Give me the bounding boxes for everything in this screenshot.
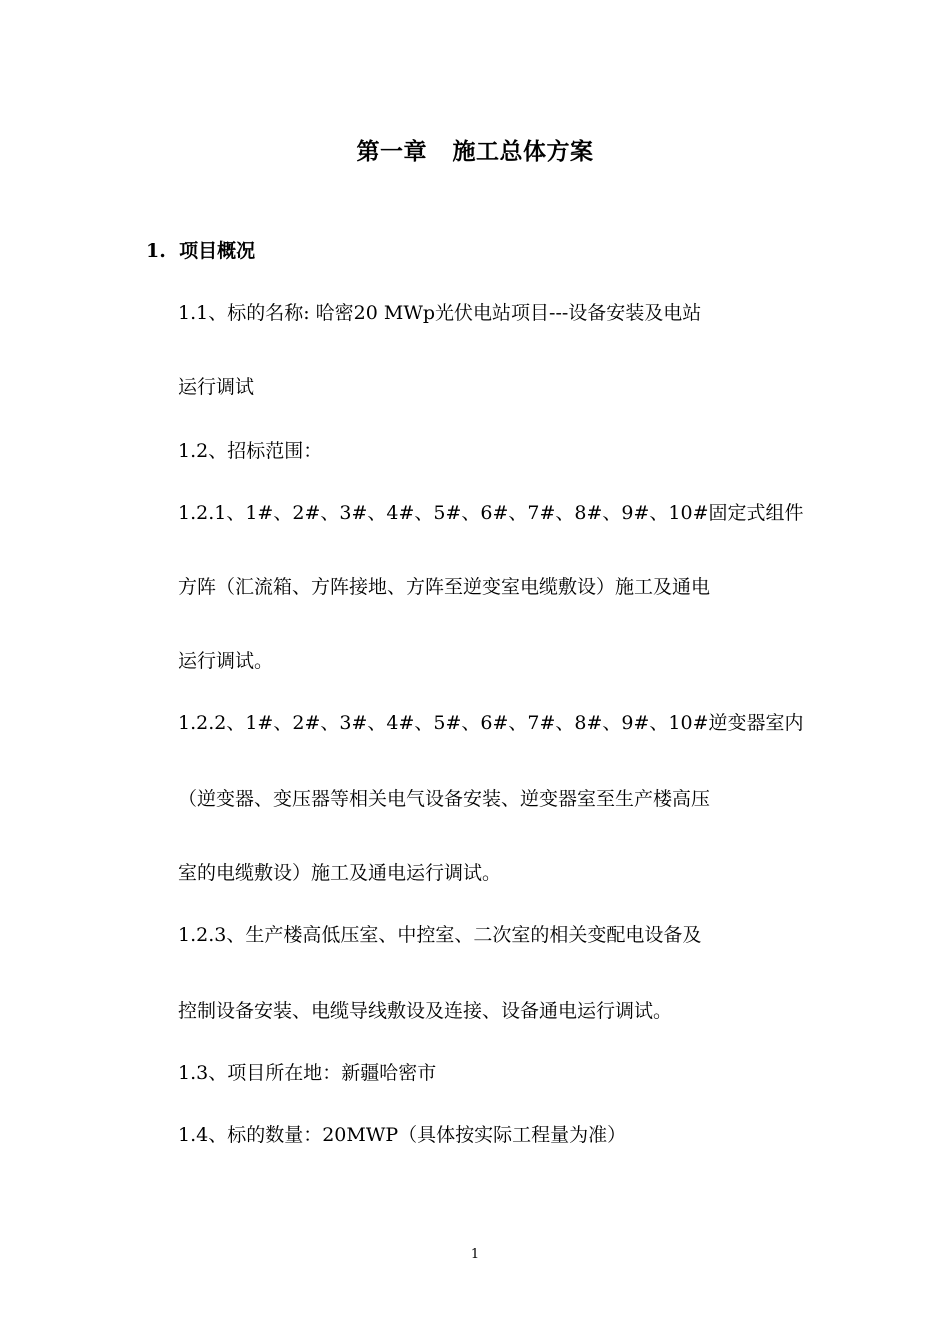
paragraph-line: 1.2、招标范围： (178, 440, 323, 462)
paragraph-line: 运行调试。 (178, 650, 274, 672)
paragraph-line: 1.2.3、生产楼高低压室、中控室、二次室的相关变配电设备及 (178, 924, 702, 946)
paragraph-line: 室的电缆敷设）施工及通电运行调试。 (178, 862, 502, 884)
paragraph-line: 1.2.2、1#、2#、3#、4#、5#、6#、7#、8#、9#、10#逆变器室内 (178, 712, 804, 734)
paragraph-line: 运行调试 (178, 376, 255, 398)
paragraph-line: （逆变器、变压器等相关电气设备安装、逆变器室至生产楼高压 (178, 788, 711, 810)
paragraph-line: 1.4、标的数量：20MWP（具体按实际工程量为准） (178, 1124, 627, 1146)
paragraph-line: 方阵（汇流箱、方阵接地、方阵至逆变室电缆敷设）施工及通电 (178, 576, 711, 598)
paragraph-line: 控制设备安装、电缆导线敷设及连接、设备通电运行调试。 (178, 1000, 673, 1022)
section-heading: 1. 项目概况 (146, 240, 256, 262)
chapter-title: 第一章 施工总体方案 (356, 138, 594, 165)
paragraph-line: 1.1、标的名称: 哈密20 MWp光伏电站项目---设备安装及电站 (178, 302, 702, 324)
page-number: 1 (470, 1247, 480, 1262)
paragraph-line: 1.2.1、1#、2#、3#、4#、5#、6#、7#、8#、9#、10#固定式组件 (178, 502, 804, 524)
paragraph-line: 1.3、项目所在地：新疆哈密市 (178, 1062, 437, 1084)
